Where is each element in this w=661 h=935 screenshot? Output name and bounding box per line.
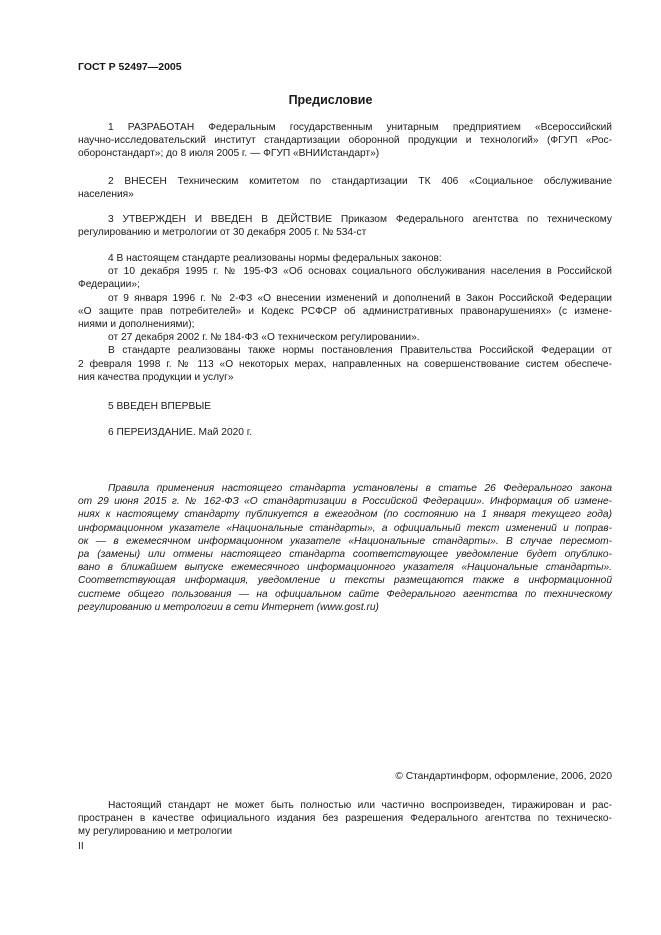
item-line: 4 В настоящем стандарте реализованы нормы федеральных законов:: [108, 253, 442, 264]
item-line: населения»: [78, 189, 134, 201]
item-line: 2 ВНЕСЕН Техническим комитетом по стандартизации ТК 406 «Социальное обслуживание: [108, 176, 612, 187]
notice-line: системе общего пользования — на официальном сайте Федерального агентства по техническому: [78, 588, 612, 600]
legal-notice: [78, 799, 612, 839]
notice-line: информационном указателе «Национальные стандарты», а официальный текст изменений и поправ-: [78, 522, 612, 534]
item-line: «О защите прав потребителей» и Кодекс РСФСР об административных правонарушениях» (с измене-: [78, 305, 612, 317]
application-rules-notice: [78, 482, 612, 614]
item-line: 6 ПЕРЕИЗДАНИЕ. Май 2020 г.: [108, 427, 253, 438]
item-line: от 10 декабря 1995 г. № 195-ФЗ «Об основах социального обслуживания населения в Российской: [108, 266, 612, 278]
foreword-item-5: [78, 400, 612, 413]
document-code: ГОСТ Р 52497—2005: [78, 61, 182, 73]
notice-line: ниях к настоящему стандарту публикуется в ежегодном (по состоянию на 1 января текущего года): [78, 509, 612, 521]
foreword-item-4: [78, 252, 612, 384]
item-line: ния качества продукции и услуг»: [78, 371, 234, 383]
item-line: оборонстандарт»; до 8 июля 2005 г. — ФГУП «ВНИИстандарт»): [78, 148, 380, 160]
item-line: научно-исследовательский институт стандартизации оборонной продукции и технологий» (ФГУП «Рос-: [78, 135, 612, 147]
legal-line: му регулированию и метрологии: [78, 826, 233, 838]
notice-line: ра (замены) или отмены настоящего стандарта соответствующее уведомление будет опублико-: [78, 549, 612, 561]
page-number: II: [78, 841, 84, 852]
item-line: 2 февраля 1998 г. № 113 «О некоторых мерах, направленных на совершенствование систем обеспече-: [78, 358, 612, 370]
legal-line: пространен в качестве официального издания без разрешения Федерального агентства по техническо-: [78, 813, 612, 825]
notice-line: Правила применения настоящего стандарта установлены в статье 26 Федерального закона: [108, 483, 612, 494]
page-title: Предисловие: [288, 93, 373, 107]
item-line: ниями и дополнениями);: [78, 319, 195, 331]
foreword-item-3: [78, 213, 612, 239]
foreword-item-6: [78, 426, 612, 439]
item-line: регулированию и метрологии от 30 декабря 2005 г. № 534-ст: [78, 227, 367, 239]
item-line: Федерации»;: [78, 279, 140, 291]
foreword-item-2: [78, 175, 612, 201]
item-line: 3 УТВЕРЖДЕН И ВВЕДЕН В ДЕЙСТВИЕ Приказом Федерального агентства по техническому: [108, 214, 612, 225]
item-line: от 27 декабря 2002 г. № 184-ФЗ «О техническом регулировании».: [108, 332, 420, 344]
item-line: В стандарте реализованы также нормы постановления Правительства Российской Федерации от: [108, 345, 612, 357]
notice-line: Соответствующая информация, уведомление и тексты размещаются также в информационной: [78, 575, 612, 587]
notice-line: регулированию и метрологии в сети Интернет (www.gost.ru): [78, 601, 379, 613]
notice-line: ок — в ежемесячном информационном указателе «Национальные стандарты». В случае пересмот-: [78, 535, 612, 547]
item-line: 5 ВВЕДЕН ВПЕРВЫЕ: [108, 401, 212, 412]
item-line: 1 РАЗРАБОТАН Федеральным государственным унитарным предприятием «Всероссийский: [108, 122, 612, 133]
notice-line: от 29 июня 2015 г. № 162-ФЗ «О стандартизации в Российской Федерации». Информация об измене-: [78, 496, 612, 508]
notice-line: вано в ближайшем выпуске ежемесячного информационного указателя «Национальные стандарты».: [78, 562, 612, 574]
legal-line: Настоящий стандарт не может быть полностью или частично воспроизведен, тиражирован и рас-: [108, 800, 612, 811]
foreword-item-1: [78, 121, 612, 161]
item-line: от 9 января 1996 г. № 2-ФЗ «О внесении изменений и дополнений в Закон Российской Федерации: [108, 292, 612, 304]
copyright-line: © Стандартинформ, оформление, 2006, 2020: [395, 771, 612, 782]
